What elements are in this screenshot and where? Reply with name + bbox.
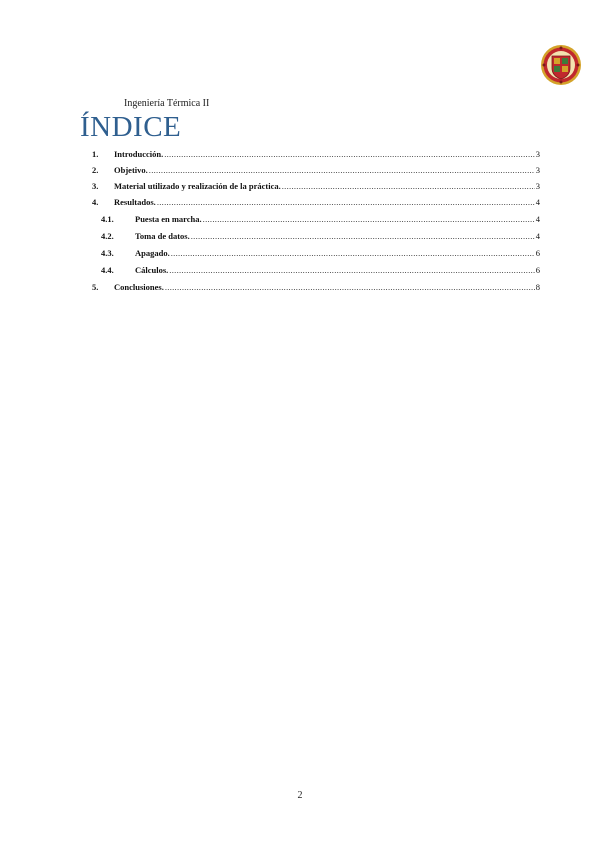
toc-entry-number: 4.1.: [101, 214, 114, 224]
toc-entry-label: Material utilizado y realización de la práctica.: [114, 181, 281, 191]
toc-entry-label: Apagado.: [135, 248, 170, 258]
toc-entry-label: Introducción.: [114, 149, 164, 159]
toc-leader-dots: [164, 148, 535, 160]
toc-entry-conclusiones[interactable]: [92, 281, 540, 293]
toc-entry-resultados[interactable]: [92, 196, 540, 208]
toc-entry-number: 3.: [92, 181, 99, 191]
toc-entry-number: 4.: [92, 197, 99, 207]
toc-entry-introduccion[interactable]: [92, 148, 540, 160]
toc-leader-dots: [169, 264, 534, 276]
toc-entry-number: 2.: [92, 165, 99, 175]
toc-entry-number: 4.4.: [101, 265, 114, 275]
toc-entry-page: 3: [535, 149, 540, 159]
toc-entry-calculos[interactable]: [101, 264, 540, 276]
toc-entry-label: Resultados.: [114, 197, 156, 207]
toc-entry-puesta-en-marcha[interactable]: [101, 213, 540, 225]
document-header-subject: Ingeniería Térmica II: [124, 98, 210, 109]
toc-entry-page: 8: [535, 282, 540, 292]
toc-entry-number: 4.2.: [101, 231, 114, 241]
toc-leader-dots: [203, 213, 535, 225]
toc-entry-number: 1.: [92, 149, 99, 159]
toc-entry-page: 4: [535, 231, 540, 241]
toc-entry-label: Objetivo.: [114, 165, 148, 175]
toc-entry-page: 6: [535, 265, 540, 275]
university-seal-icon: [540, 44, 582, 86]
toc-leader-dots: [191, 230, 535, 242]
toc-leader-dots: [157, 196, 535, 208]
toc-leader-dots: [165, 281, 535, 293]
toc-leader-dots: [171, 247, 535, 259]
toc-entry-label: Toma de datos.: [135, 231, 190, 241]
toc-entry-label: Conclusiones.: [114, 282, 164, 292]
toc-entry-page: 3: [535, 165, 540, 175]
toc-leader-dots: [149, 164, 535, 176]
toc-leader-dots: [282, 180, 535, 192]
toc-entry-objetivo[interactable]: [92, 164, 540, 176]
page-title: ÍNDICE: [80, 111, 182, 143]
toc-entry-page: 6: [535, 248, 540, 258]
toc-entry-number: 5.: [92, 282, 99, 292]
toc-entry-material[interactable]: [92, 180, 540, 192]
toc-entry-apagado[interactable]: [101, 247, 540, 259]
toc-entry-label: Cálculos.: [135, 265, 169, 275]
toc-entry-toma-de-datos[interactable]: [101, 230, 540, 242]
toc-entry-page: 4: [535, 197, 540, 207]
toc-entry-number: 4.3.: [101, 248, 114, 258]
page-number: 2: [297, 790, 303, 801]
toc-entry-label: Puesta en marcha.: [135, 214, 202, 224]
toc-entry-page: 3: [535, 181, 540, 191]
toc-entry-page: 4: [535, 214, 540, 224]
